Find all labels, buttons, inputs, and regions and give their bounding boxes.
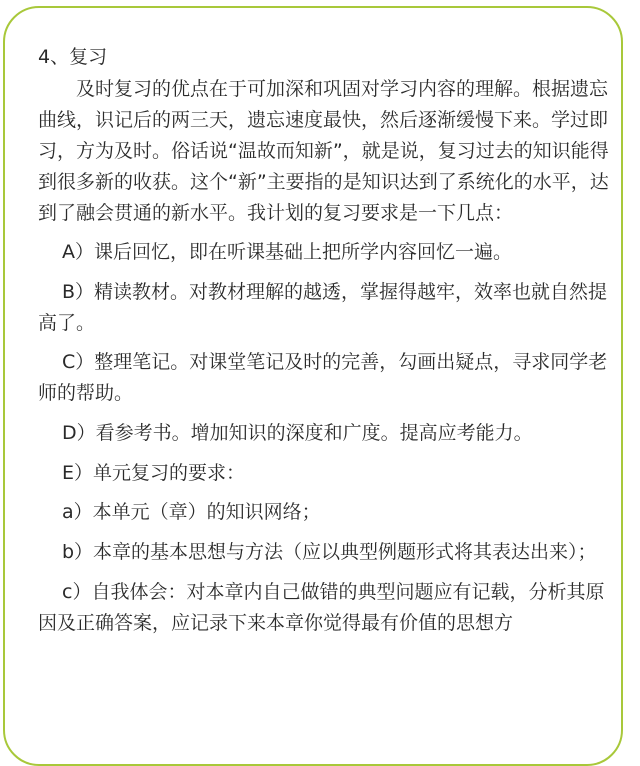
- list-item: B）精读教材。对教材理解的越透，掌握得越牢，效率也就自然提高了。: [38, 281, 608, 334]
- list-item: a）本单元（章）的知识网络；: [62, 501, 321, 523]
- list-item: D）看参考书。增加知识的深度和广度。提高应考能力。: [62, 422, 533, 444]
- list-item: A）课后回忆，即在听课基础上把所学内容回忆一遍。: [62, 241, 512, 263]
- content-card: [3, 6, 623, 766]
- article-body: [38, 42, 616, 639]
- list-item: E）单元复习的要求：: [62, 462, 246, 484]
- intro-paragraph: 及时复习的优点在于可加深和巩固对学习内容的理解。根据遗忘曲线，识记后的两三天，遗忘速度最快，然后逐渐缓慢下来。学过即习，方为及时。俗话说“温故而知新”，就是说，复习过去的知识能得到很多新的收获。这个“新”主要指的是知识达到了系统化的水平，达到了融会贯通的新水平。我计划的复习要求是一下几点：: [38, 78, 609, 224]
- list-item: c）自我体会：对本章内自己做错的典型问题应有记载，分析其原因及正确答案，应记录下来本章你觉得最有价值的思想方: [38, 581, 605, 634]
- list-item: b）本章的基本思想与方法（应以典型例题形式将其表达出来）；: [62, 541, 597, 563]
- list-item: C）整理笔记。对课堂笔记及时的完善，勾画出疑点，寻求同学老师的帮助。: [38, 351, 608, 404]
- section-title: 4、复习: [38, 46, 108, 68]
